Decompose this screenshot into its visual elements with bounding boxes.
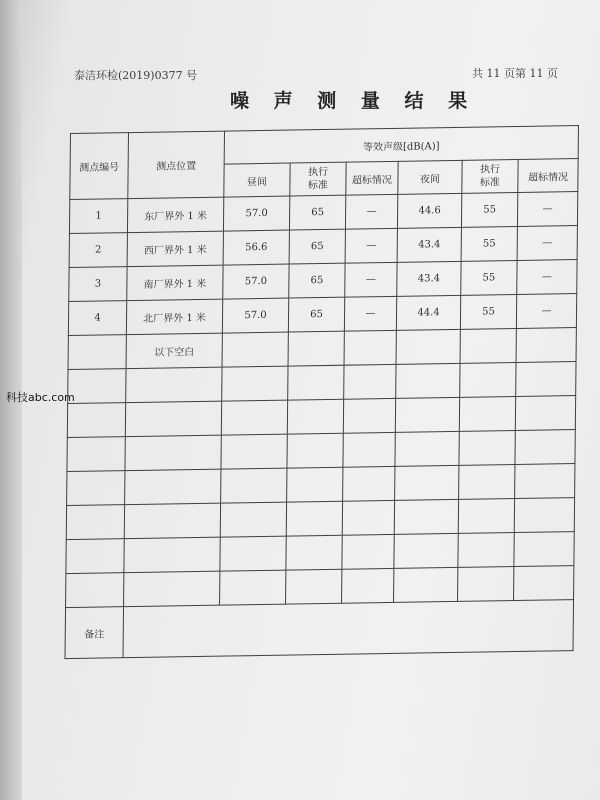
cell-day: 57.0 xyxy=(223,196,289,231)
page-count: 共 11 页第 11 页 xyxy=(472,67,558,80)
remark-content xyxy=(123,600,574,658)
cell-day-exceed: — xyxy=(345,194,397,229)
cell-location: 南厂界外 1 米 xyxy=(127,265,223,301)
header-location: 测点位置 xyxy=(128,131,225,199)
cell-night: 44.6 xyxy=(397,193,461,228)
cell-day-exceed: — xyxy=(345,228,397,263)
cell-day: 56.6 xyxy=(223,230,289,265)
cell-night-standard: 55 xyxy=(461,226,517,261)
remark-label: 备注 xyxy=(65,607,124,659)
cell-day-standard: 65 xyxy=(289,195,345,230)
cell-point-no: 4 xyxy=(68,301,126,336)
cell-location: 北厂界外 1 米 xyxy=(126,299,222,335)
header-night-standard: 执行 标准 xyxy=(462,159,518,193)
page-title: 噪 声 测 量 结 果 xyxy=(230,90,477,112)
below-blank-note: 以下空白 xyxy=(126,333,222,369)
cell-day-standard: 65 xyxy=(289,263,345,298)
document-number: 泰洁环检(2019)0377 号 xyxy=(74,69,198,82)
header-day: 昼间 xyxy=(224,163,290,197)
header-day-standard: 执行 标准 xyxy=(290,162,346,196)
header-equivalent-level: 等效声级[dB(A)] xyxy=(224,126,578,165)
cell-location: 西厂界外 1 米 xyxy=(127,231,223,267)
watermark-text: 科技abc.com xyxy=(6,391,75,404)
cell-night-standard: 55 xyxy=(460,294,516,329)
cell-day-exceed: — xyxy=(345,262,397,297)
cell-night: 44.4 xyxy=(396,295,460,330)
remark-row xyxy=(65,600,574,659)
header-night: 夜间 xyxy=(398,160,462,194)
cell-night-exceed: — xyxy=(517,226,577,261)
cell-night-exceed: — xyxy=(516,294,576,329)
cell-day-standard: 65 xyxy=(289,229,345,264)
cell-point-no: 2 xyxy=(69,233,127,268)
noise-results-sheet xyxy=(64,125,578,663)
cell-point-no: 3 xyxy=(69,267,127,302)
cell-night-standard: 55 xyxy=(461,192,517,227)
cell-point-no: 1 xyxy=(69,199,127,234)
cell-night: 43.4 xyxy=(397,227,461,262)
cell-day: 57.0 xyxy=(223,264,289,299)
cell-location: 东厂界外 1 米 xyxy=(127,197,223,233)
cell-night-exceed: — xyxy=(517,192,577,227)
cell-day-exceed: — xyxy=(344,296,396,331)
header-point-no: 测点编号 xyxy=(70,133,129,200)
cell-night: 43.4 xyxy=(397,261,461,296)
cell-day: 57.0 xyxy=(222,298,288,333)
cell-day-standard: 65 xyxy=(288,297,344,332)
noise-results-table xyxy=(64,125,579,659)
cell-night-exceed: — xyxy=(517,260,577,295)
header-day-exceed: 超标情况 xyxy=(346,161,398,195)
cell-night-standard: 55 xyxy=(461,260,517,295)
header-night-exceed: 超标情况 xyxy=(518,159,578,193)
